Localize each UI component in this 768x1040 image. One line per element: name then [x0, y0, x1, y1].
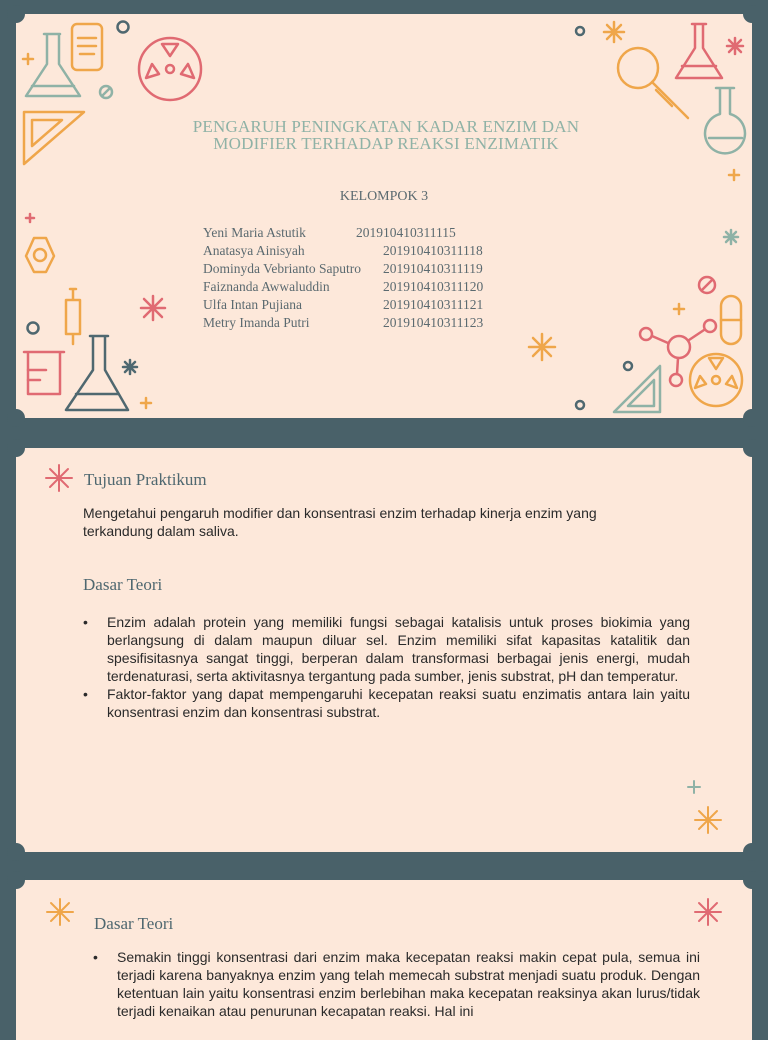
- member-nim: 201910410311121: [383, 297, 484, 312]
- corner-notch: [7, 439, 25, 457]
- flask-icon: [66, 336, 128, 410]
- member-nim: 201910410311118: [383, 243, 483, 258]
- list-item-text: Enzim adalah protein yang memiliki fungsi sebagai katalisis untuk proses biokimia yang berlangsung di dalam maupun diluar sel. Enzim memiliki sifat kapasitas katalitik dan spesifisitasnya sangat tinggi, berperan dalam transformasi berbagai jenis energi, mudah terdenaturasi, serta aktivitasnya tergantung pada sumber, jenis substrat, pH dan temperatur.: [107, 614, 690, 684]
- plus-icon: [687, 780, 701, 794]
- corner-notch: [7, 871, 25, 889]
- member-name: Anatasya Ainisyah: [203, 243, 305, 258]
- member-nim: 201910410311119: [383, 261, 483, 276]
- member-nim: 201910410311123: [383, 315, 484, 330]
- sparkle-icon: [694, 806, 724, 836]
- sparkle-icon: [694, 898, 724, 928]
- list-item: [83, 613, 690, 685]
- member-name: Ulfa Intan Pujiana: [203, 297, 302, 312]
- corner-notch: [743, 843, 761, 861]
- flask-icon: [676, 24, 722, 78]
- hexagon-icon: [26, 238, 54, 272]
- group-label: KELOMPOK 3: [339, 189, 429, 204]
- list-item-text: Faktor-faktor yang dapat mempengaruhi kecepatan reaksi suatu enzimatis antara lain yaitu konsentrasi enzim dan konsentrasi substrat.: [107, 686, 690, 720]
- member-name: Yeni Maria Astutik: [203, 225, 306, 240]
- objective-text: Mengetahui pengaruh modifier dan konsentrasi enzim terhadap kinerja enzim yang terkandung dalam saliva.: [83, 505, 597, 539]
- triangle-ruler-icon: [614, 366, 660, 412]
- triangle-ruler-icon: [24, 112, 84, 164]
- theory-list: [83, 613, 690, 721]
- title-slide: [16, 14, 752, 418]
- member-nim: 201910410311120: [383, 279, 484, 294]
- sparkle-icon: [141, 296, 165, 320]
- title-line: MODIFIER TERHADAP REAKSI ENZIMATIK: [213, 134, 559, 153]
- section-heading: Dasar Teori: [94, 914, 174, 933]
- section-heading: Tujuan Praktikum: [84, 470, 207, 489]
- sparkle-icon: [46, 898, 76, 928]
- list-item: [83, 685, 690, 721]
- corner-notch: [7, 843, 25, 861]
- member-name: Dominyda Vebrianto Saputro: [203, 261, 361, 276]
- bullet-icon: •: [83, 614, 88, 630]
- syringe-icon: [66, 289, 80, 344]
- section-heading: Dasar Teori: [83, 575, 163, 594]
- member-name: Metry Imanda Putri: [203, 315, 310, 330]
- theory-list: [93, 948, 700, 1020]
- round-flask-icon: [705, 88, 745, 153]
- radiation-icon: [139, 38, 201, 100]
- content-slide: [16, 448, 752, 852]
- bullet-icon: •: [93, 949, 98, 965]
- sparkle-icon: [45, 464, 75, 494]
- title-line: PENGARUH PENINGKATAN KADAR ENZIM DAN: [192, 117, 580, 136]
- presentation-title: [136, 118, 636, 152]
- member-nim: 201910410311115: [356, 225, 456, 240]
- bullet-icon: •: [83, 686, 88, 702]
- list-item-text: Semakin tinggi konsentrasi dari enzim maka kecepatan reaksi makin cepat pula, semua ini terjadi karena banyaknya enzim yang telah memecah substrat menjadi suatu produk. Dengan ketentuan lain yaitu konsentrasi enzim berlebihan maka kecepatan reaksinya akan lurus/tidak terjadi kenaikan atau penurunan kecapatan reaksi. Hal ini: [117, 949, 700, 1019]
- corner-notch: [743, 871, 761, 889]
- beaker-icon: [24, 352, 64, 394]
- corner-notch: [743, 439, 761, 457]
- list-item: [93, 948, 700, 1020]
- science-doodles-icon: [16, 14, 752, 418]
- member-name: Faiznanda Awwaluddin: [203, 279, 330, 294]
- content-slide: [16, 880, 752, 1040]
